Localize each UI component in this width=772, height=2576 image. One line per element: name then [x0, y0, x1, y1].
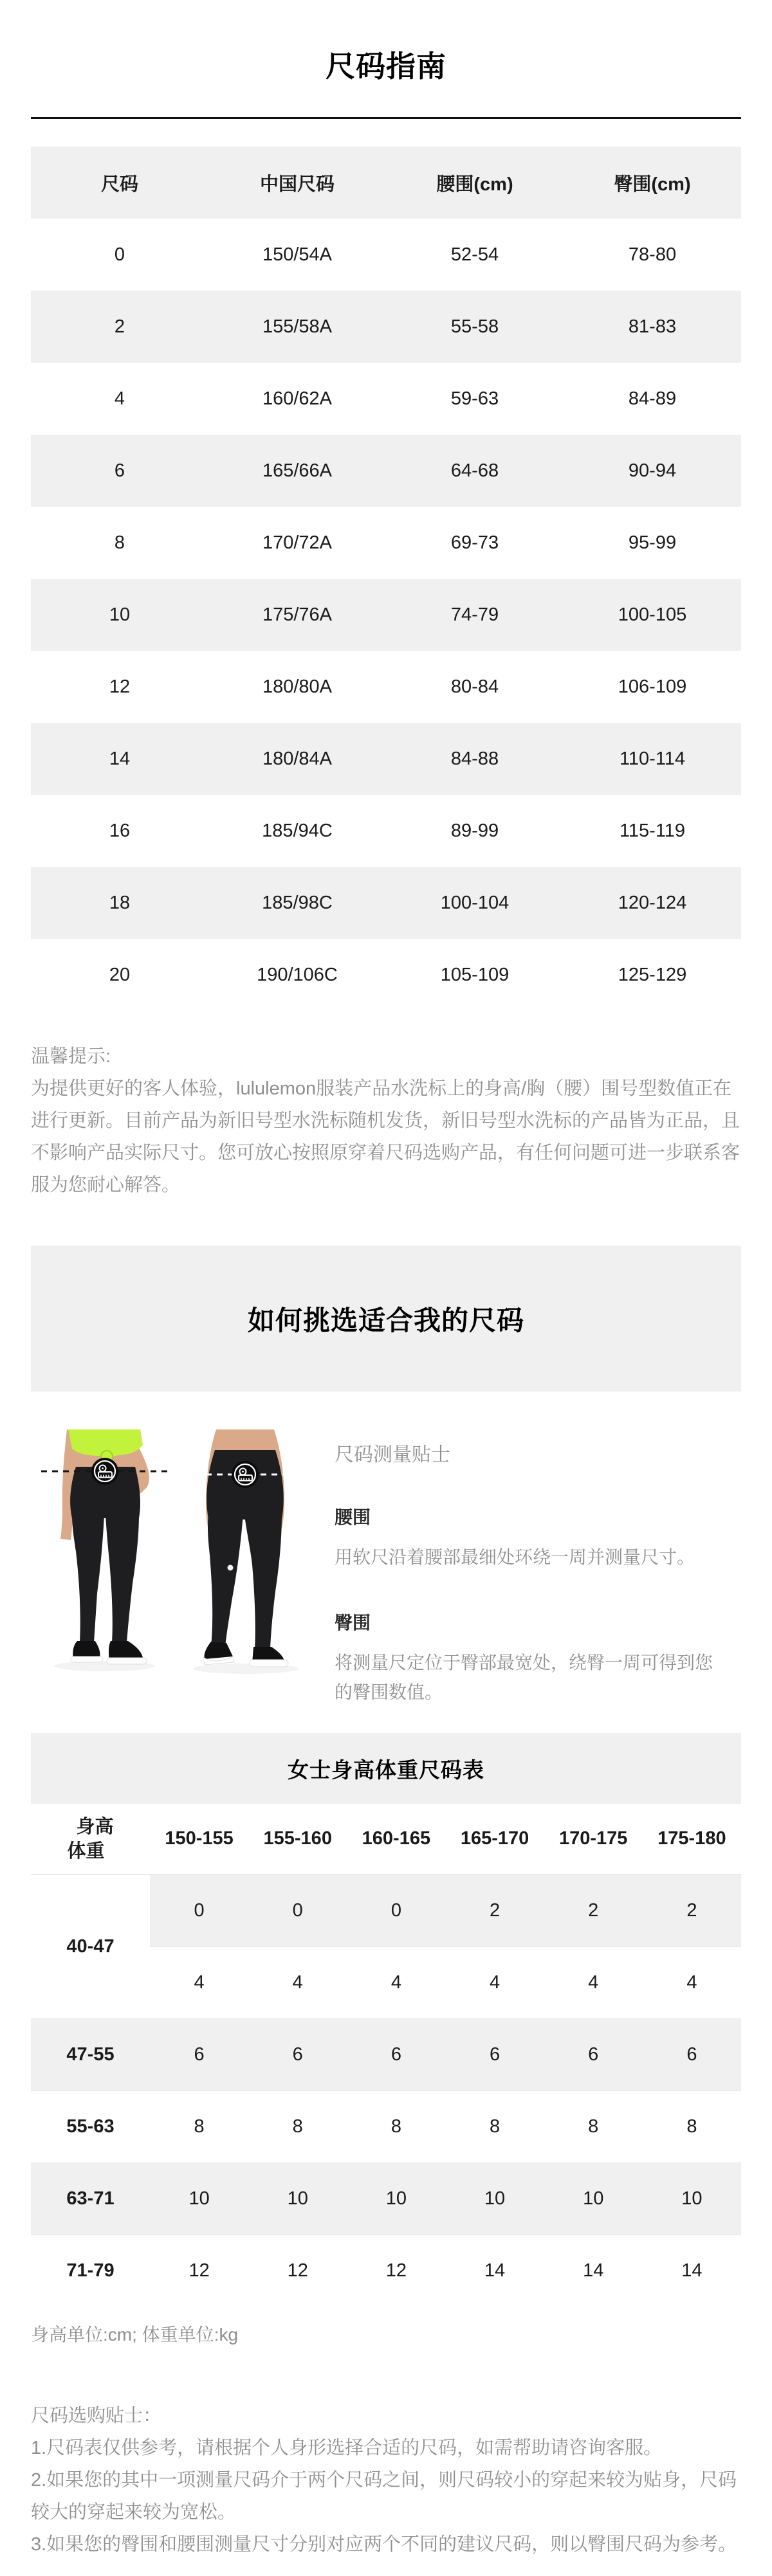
sneakers-front	[71, 1641, 147, 1664]
height-range-header: 175-180	[643, 1804, 741, 1874]
size-cell: 10	[109, 604, 131, 625]
corner-cell	[31, 1804, 150, 1874]
size-cell: 81-83	[628, 316, 677, 337]
size-cell: 74-79	[450, 604, 499, 625]
table-row	[31, 291, 741, 363]
size-cell: 2	[643, 1874, 741, 1946]
weight-range-label: 55-63	[31, 2091, 150, 2163]
weight-range-label: 63-71	[31, 2163, 150, 2235]
notice-block	[31, 1040, 741, 1201]
size-cell: 59-63	[450, 388, 499, 409]
size-cell: 4	[489, 1972, 501, 1993]
size-cell: 14	[109, 748, 131, 769]
size-cell: 0	[347, 1874, 445, 1946]
hip-desc: 将测量尺定位于臀部最宽处，绕臀一周可得到您的臀围数值。	[335, 1653, 713, 1702]
table-row	[31, 795, 741, 867]
size-cell: 180/84A	[262, 748, 333, 769]
size-cell: 12	[150, 2235, 248, 2307]
size-cell: 8	[248, 2091, 347, 2163]
size-cell: 2	[544, 1874, 643, 1946]
size-cell: 8	[643, 2091, 741, 2163]
measure-tips-title: 尺码测量贴士	[335, 1444, 450, 1465]
purchase-tips	[31, 2400, 741, 2576]
purchase-tip-item: 1.尺码表仅供参考，请根据个人身形选择合适的尺码，如需帮助请咨询客服。	[31, 2438, 663, 2458]
size-cell: 6	[114, 460, 125, 481]
size-cell: 64-68	[450, 460, 499, 481]
table-row	[31, 363, 741, 435]
size-cell: 10	[248, 2163, 347, 2235]
waist-desc: 用软尺沿着腰部最细处环绕一周并测量尺寸。	[335, 1547, 695, 1567]
units-note: 身高单位:cm; 体重单位:kg	[31, 2325, 239, 2345]
table-row	[31, 2091, 741, 2163]
size-cell: 6	[347, 2018, 445, 2091]
size-cell: 190/106C	[257, 964, 338, 985]
col-header-hip: 臀围(cm)	[614, 174, 691, 195]
size-cell: 100-105	[618, 604, 687, 625]
size-cell: 12	[248, 2235, 347, 2307]
size-cell: 14	[544, 2235, 643, 2307]
height-range-header: 155-160	[248, 1804, 347, 1874]
height-range-header: 150-155	[150, 1804, 248, 1874]
size-cell: 100-104	[440, 892, 510, 913]
size-cell: 95-99	[628, 532, 677, 553]
size-cell: 8	[347, 2091, 445, 2163]
corner-weight-label: 体重	[67, 1840, 105, 1862]
how-to-section-band	[31, 1246, 741, 1392]
size-cell: 8	[445, 2091, 544, 2163]
col-header-cn-size: 中国尺码	[259, 174, 335, 195]
size-cell: 84-89	[628, 388, 677, 409]
size-cell: 4	[588, 1972, 599, 1993]
size-cell: 150/54A	[262, 244, 333, 265]
size-cell: 8	[150, 2091, 248, 2163]
hw-header-row	[31, 1804, 741, 1874]
size-cell: 18	[109, 892, 131, 913]
size-cell: 0	[150, 1874, 248, 1946]
purchase-tip-item: 3.如果您的臀围和腰围测量尺寸分别对应两个不同的建议尺码，则以臀围尺码为参考。	[31, 2534, 737, 2555]
size-cell: 69-73	[450, 532, 499, 553]
size-cell: 185/98C	[262, 892, 333, 913]
size-cell: 14	[643, 2235, 741, 2307]
size-cell: 52-54	[450, 244, 499, 265]
size-cell: 2	[114, 316, 125, 337]
hip-label: 臀围	[335, 1613, 371, 1633]
size-cell: 78-80	[628, 244, 677, 265]
size-cell: 10	[445, 2163, 544, 2235]
size-cell: 10	[347, 2163, 445, 2235]
size-cell: 0	[114, 244, 125, 265]
how-to-title: 如何挑选适合我的尺码	[247, 1305, 524, 1336]
size-cell: 20	[109, 964, 131, 985]
size-cell: 16	[109, 820, 131, 841]
table-row	[31, 2163, 741, 2235]
back-photo	[175, 1429, 317, 1678]
weight-range-label: 71-79	[31, 2235, 150, 2307]
table-row	[31, 2235, 741, 2307]
size-cell: 6	[445, 2018, 544, 2091]
hw-section-band	[31, 1733, 741, 1804]
size-cell: 0	[248, 1874, 347, 1946]
title-divider	[31, 117, 741, 119]
table-row	[31, 435, 741, 507]
size-cell: 165/66A	[262, 460, 333, 481]
purchase-tips-title: 尺码选购贴士：	[31, 2406, 162, 2426]
size-cell: 106-109	[618, 676, 687, 697]
table-row	[31, 2018, 741, 2091]
size-cell: 110-114	[619, 748, 686, 769]
size-cell: 4	[686, 1972, 697, 1993]
size-cell: 4	[194, 1972, 205, 1993]
size-cell: 120-124	[618, 892, 687, 913]
size-cell: 6	[643, 2018, 741, 2091]
size-cell: 155/58A	[262, 316, 333, 337]
purchase-tip-item: 2.如果您的其中一项测量尺码介于两个尺码之间，则尺码较小的穿起来较为贴身，尺码较大的穿起来较为宽松。	[31, 2470, 737, 2523]
col-header-size: 尺码	[100, 174, 138, 195]
weight-range-label: 47-55	[31, 2018, 150, 2091]
size-cell: 8	[544, 2091, 643, 2163]
model-photos	[33, 1429, 317, 1707]
size-cell: 12	[109, 676, 131, 697]
size-cell: 55-58	[450, 316, 499, 337]
height-weight-table	[31, 1804, 741, 2307]
front-photo	[33, 1429, 175, 1678]
size-cell: 4	[292, 1972, 303, 1993]
size-cell: 2	[445, 1874, 544, 1946]
weight-range-label: 40-47	[66, 1936, 115, 1957]
table-row	[31, 1874, 741, 1946]
table-row	[31, 507, 741, 579]
measuring-tape-icon	[232, 1461, 259, 1488]
table-row	[31, 723, 741, 795]
height-range-header: 170-175	[544, 1804, 643, 1874]
hw-table-title: 女士身高体重尺码表	[288, 1757, 484, 1782]
corner-height-label: 身高	[76, 1816, 114, 1837]
size-cell: 170/72A	[262, 532, 333, 553]
measure-section	[31, 1429, 741, 1707]
sneakers-back	[203, 1642, 288, 1667]
page-title: 尺码指南	[326, 50, 446, 83]
size-cell: 4	[391, 1972, 401, 1993]
notice-title: 温馨提示:	[31, 1046, 111, 1067]
size-table-header-row	[31, 147, 741, 219]
notice-body: 为提供更好的客人体验，lululemon服装产品水洗标上的身高/胸（腰）围号型数值正在进行更新。目前产品为新旧号型水洗标随机发货，新旧号型水洗标的产品皆为正品，且不影响产品实际尺寸。您可放心按照原穿着尺码选购产品，有任何问题可进一步联系客服为您耐心解答。	[31, 1078, 740, 1195]
size-cell: 80-84	[450, 676, 499, 697]
size-cell: 180/80A	[262, 676, 333, 697]
size-cell: 105-109	[440, 964, 510, 985]
size-cell: 125-129	[618, 964, 687, 985]
table-row	[31, 651, 741, 723]
measure-tips-column	[335, 1429, 721, 1707]
size-cell: 10	[544, 2163, 643, 2235]
size-cell: 90-94	[628, 460, 677, 481]
size-cell: 10	[643, 2163, 741, 2235]
height-range-header: 160-165	[347, 1804, 445, 1874]
brand-logo-dot	[228, 1565, 234, 1571]
size-cell: 6	[544, 2018, 643, 2091]
waist-label: 腰围	[335, 1507, 371, 1527]
size-cell: 4	[114, 388, 125, 409]
size-cell: 10	[150, 2163, 248, 2235]
size-cell: 14	[445, 2235, 544, 2307]
table-row	[31, 219, 741, 291]
table-row	[31, 867, 741, 939]
size-cell: 8	[114, 532, 125, 553]
height-range-header: 165-170	[445, 1804, 544, 1874]
size-cell: 175/76A	[262, 604, 333, 625]
size-cell: 6	[248, 2018, 347, 2091]
size-cell: 6	[150, 2018, 248, 2091]
size-cell: 185/94C	[262, 820, 333, 841]
measuring-tape-icon	[91, 1458, 118, 1485]
size-cell: 160/62A	[262, 388, 333, 409]
black-leggings-front	[70, 1467, 140, 1642]
size-table	[31, 147, 741, 1011]
table-row	[31, 939, 741, 1011]
size-cell: 115-119	[619, 820, 686, 841]
size-cell: 89-99	[450, 820, 499, 841]
size-cell: 12	[347, 2235, 445, 2307]
col-header-waist: 腰围(cm)	[436, 174, 513, 195]
size-cell: 84-88	[450, 748, 499, 769]
table-row	[31, 579, 741, 651]
